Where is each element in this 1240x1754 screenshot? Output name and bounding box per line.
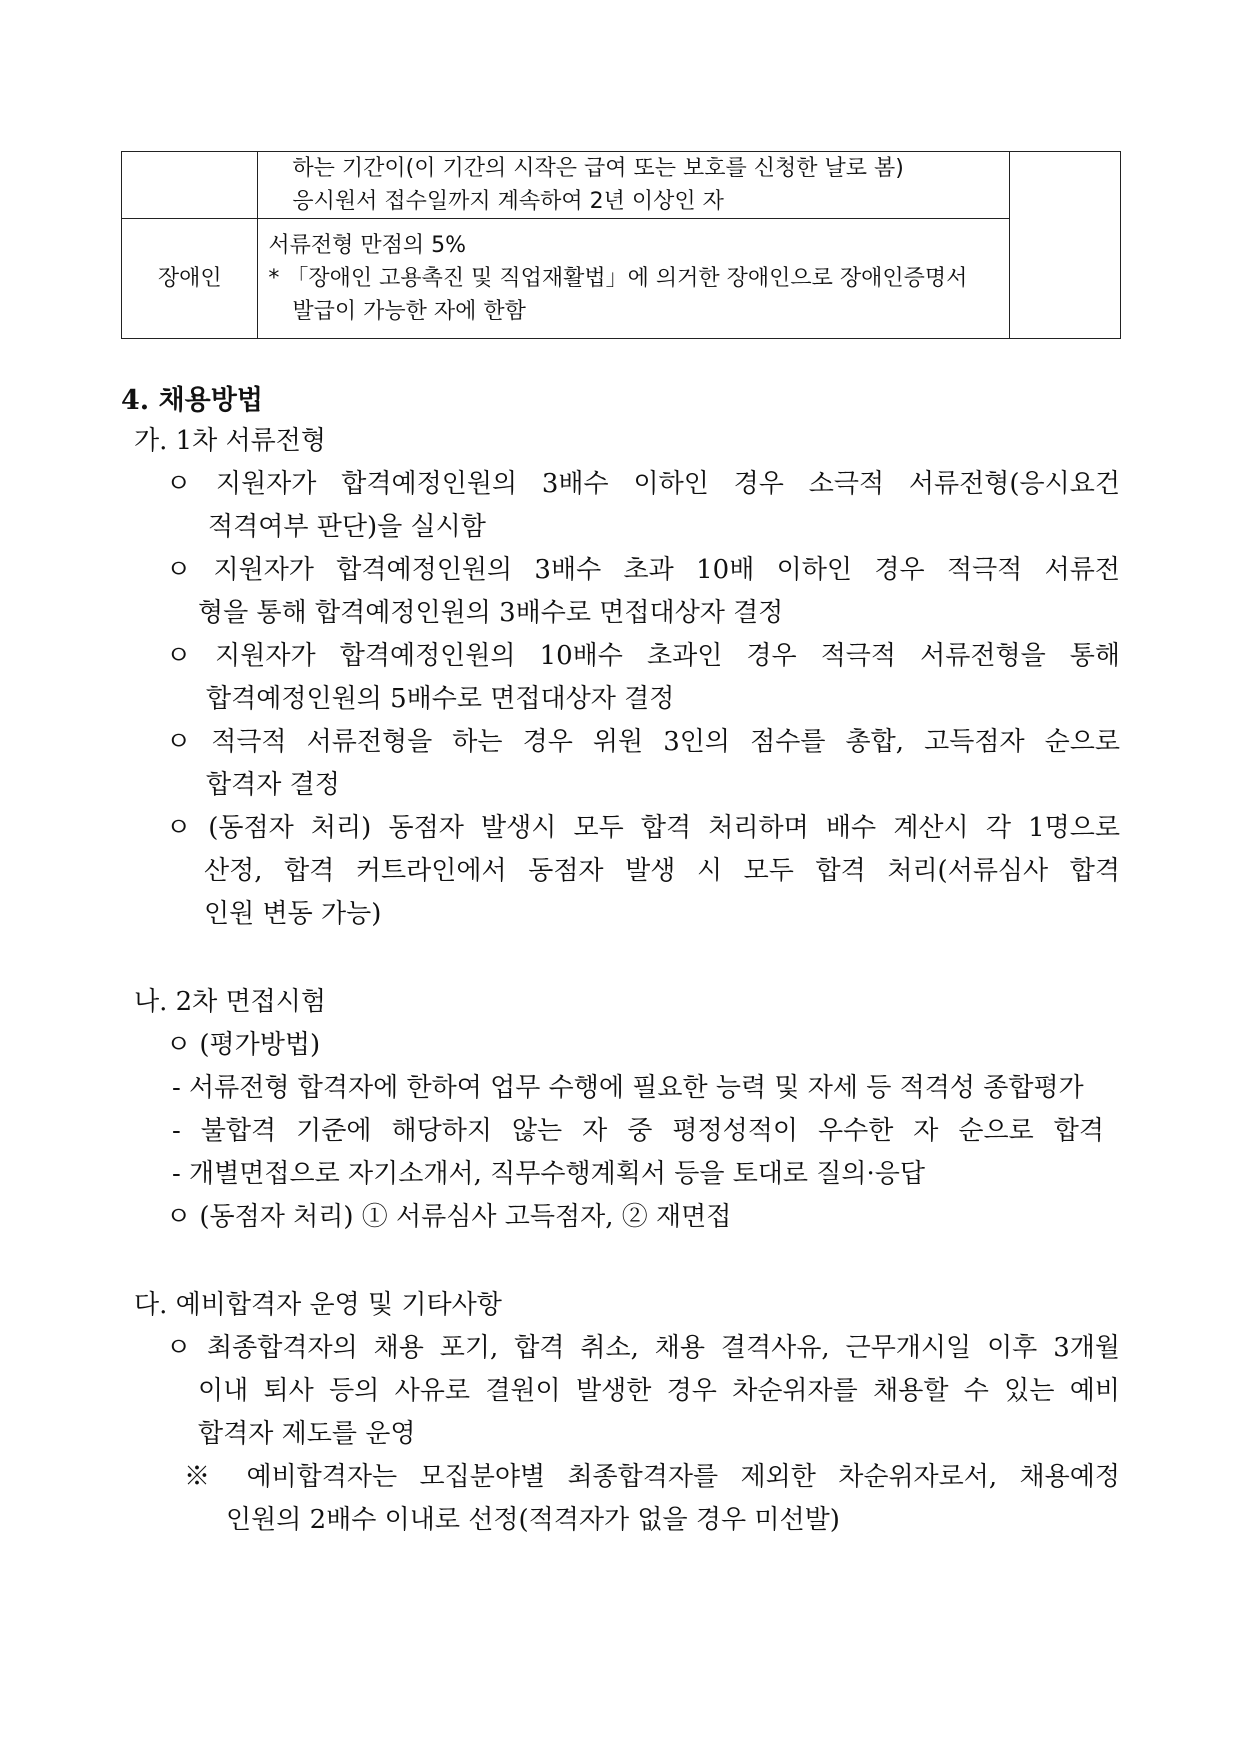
list-item-line: ㅇ 지원자가 합격예정인원의 3배수 초과 10배 이하인 경우 적극적 서류전 (166, 555, 1120, 585)
table-row (122, 219, 1121, 339)
list-item-line: 합격자 제도를 운영 (198, 1419, 416, 1449)
table-cell-category: 장애인 (122, 219, 258, 339)
list-item-line: 적격여부 판단)을 실시함 (208, 512, 486, 542)
note-line: ※ 예비합격자는 모집분야별 최종합격자를 제외한 차순위자로서, 채용예정 (184, 1462, 1120, 1492)
list-item-line: ㅇ 최종합격자의 채용 포기, 합격 취소, 채용 결격사유, 근무개시일 이후 3개월 (166, 1333, 1120, 1363)
table-cell-description (258, 219, 1009, 339)
list-item-line: - 개별면접으로 자기소개서, 직무수행계획서 등을 토대로 질의·응답 (172, 1159, 926, 1189)
list-item-line: ㅇ 지원자가 합격예정인원의 3배수 이하인 경우 소극적 서류전형(응시요건 (166, 469, 1120, 499)
eligibility-table (121, 151, 1121, 339)
list-item-line: - 서류전형 합격자에 한하여 업무 수행에 필요한 능력 및 자세 등 적격성 종합평가 (172, 1073, 1084, 1103)
section-heading: 4. 채용방법 (121, 385, 263, 416)
list-item-line: 인원 변동 가능) (204, 899, 382, 929)
note-line: 인원의 2배수 이내로 선정(적격자가 없을 경우 미선발) (226, 1505, 840, 1535)
list-item-line: 이내 퇴사 등의 사유로 결원이 발생한 경우 차순위자를 채용할 수 있는 예비 (198, 1376, 1120, 1406)
table-text-line: 발급이 가능한 자에 한함 (292, 299, 526, 324)
list-item-line: 합격예정인원의 5배수로 면접대상자 결정 (206, 684, 675, 714)
list-item-line: 합격자 결정 (206, 770, 340, 800)
subsection-title: 가. 1차 서류전형 (134, 426, 327, 456)
list-item-line: ㅇ (동점자 처리) ① 서류심사 고득점자, ② 재면접 (166, 1202, 732, 1232)
list-item-line: 산정, 합격 커트라인에서 동점자 발생 시 모두 합격 처리(서류심사 합격 (204, 856, 1120, 886)
table-cell-empty (1009, 152, 1120, 339)
table-cell-description (258, 152, 1009, 219)
list-item-line: ㅇ (평가방법) (166, 1030, 321, 1060)
table-row (122, 152, 1121, 219)
table-text-line: 하는 기간이(이 기간의 시작은 급여 또는 보호를 신청한 날로 봄) (292, 156, 904, 181)
table-cell-category (122, 152, 258, 219)
list-item-line: ㅇ (동점자 처리) 동점자 발생시 모두 합격 처리하며 배수 계산시 각 1명으로 (166, 813, 1120, 843)
table-text-line: * 「장애인 고용촉진 및 직업재활법」에 의거한 장애인으로 장애인증명서 (268, 266, 968, 291)
table-text-line: 서류전형 만점의 5% (268, 233, 467, 258)
list-item-line: - 불합격 기준에 해당하지 않는 자 중 평정성적이 우수한 자 순으로 합격 (172, 1116, 1104, 1146)
table-text-line: 응시원서 접수일까지 계속하여 2년 이상인 자 (292, 189, 724, 214)
list-item-line: 형을 통해 합격예정인원의 3배수로 면접대상자 결정 (198, 598, 784, 628)
list-item-line: ㅇ 지원자가 합격예정인원의 10배수 초과인 경우 적극적 서류전형을 통해 (166, 641, 1120, 671)
subsection-title: 나. 2차 면접시험 (134, 987, 327, 1017)
subsection-title: 다. 예비합격자 운영 및 기타사항 (134, 1290, 502, 1320)
list-item-line: ㅇ 적극적 서류전형을 하는 경우 위원 3인의 점수를 총합, 고득점자 순으로 (166, 727, 1120, 757)
